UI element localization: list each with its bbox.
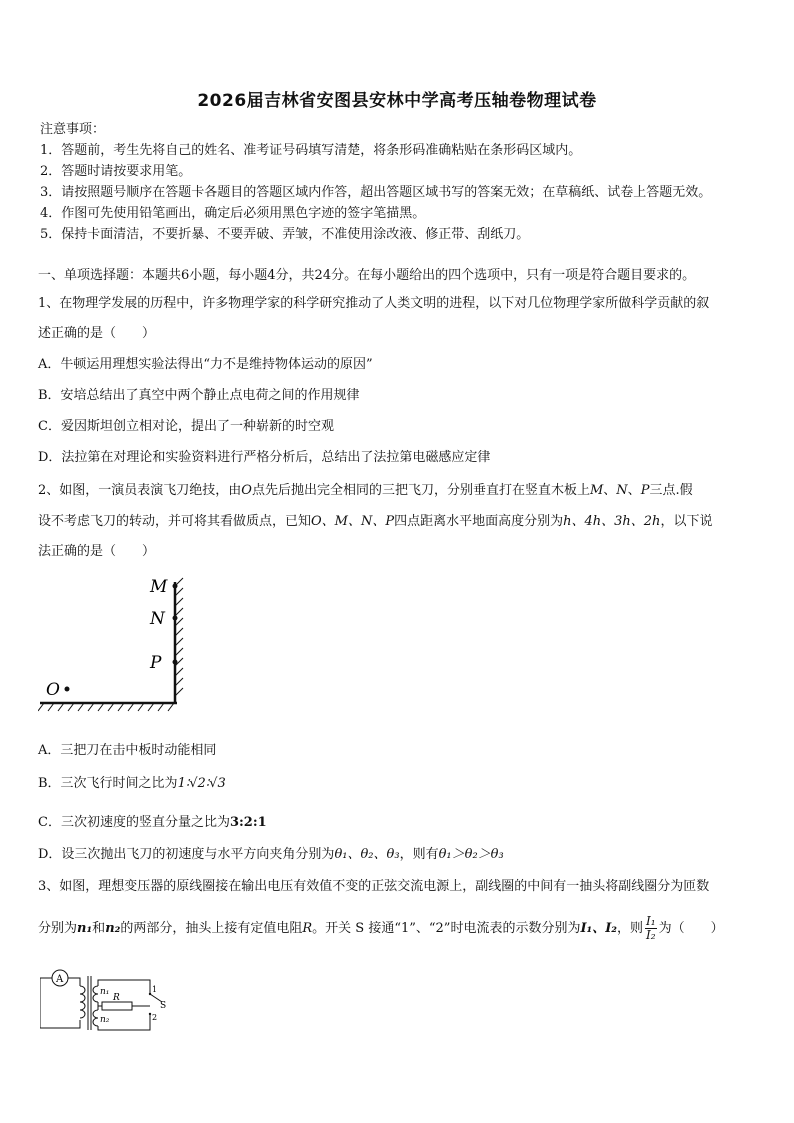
q3-fraction — [645, 915, 657, 942]
point-p — [173, 660, 178, 665]
q2-stem-text: 2、如图，一演员表演飞刀绝技，由 — [38, 483, 242, 498]
q2-stem-line2 — [38, 510, 712, 529]
note-item: 1．答题前，考生先将自己的姓名、准考证号码填写清楚，将条形码准确粘贴在条形码区域内。 — [40, 143, 582, 158]
point-n — [173, 616, 178, 621]
q2-option-d-text: ，则有 — [399, 847, 439, 862]
q3-stem-text: 分别为 — [38, 921, 78, 936]
q2-stem-line1: 2、如图，一演员表演飞刀绝技，由O点先后抛出完全相同的三把飞刀，分别垂直打在竖直木板上M、N、P三点.假 — [38, 483, 693, 498]
label-o: O — [46, 680, 60, 700]
resistor-icon — [102, 1002, 132, 1010]
q2-option-d-relation: θ₁＞θ₂＞θ₃ — [438, 847, 504, 862]
q2-stem-text: 设不考虑飞刀的转动，并可将其看做质点，已知 — [38, 514, 312, 529]
q2-option-d — [38, 843, 504, 862]
point-p-label: P — [640, 483, 650, 498]
section-heading: 一、单项选择题：本题共6小题，每小题4分，共24分。在每小题给出的四个选项中，只有一项是符合题目要求的。 — [38, 268, 696, 283]
secondary-coil-n1 — [93, 986, 98, 1002]
q3-fraction-denominator: I₂ — [646, 928, 656, 942]
q3-fraction-numerator: I₁ — [646, 914, 656, 928]
q2-option-d-angles: θ₁、θ₂、θ₃ — [334, 847, 400, 862]
q2-option-a: A．三把刀在击中板时动能相同 — [38, 743, 217, 758]
label-terminal-1: 1 — [152, 985, 158, 994]
exam-title: 2026届吉林省安图县安林中学高考压轴卷物理试卷 — [197, 91, 597, 111]
notes-list — [40, 140, 711, 245]
q3-n1: n₁ — [77, 921, 93, 936]
point-o — [65, 687, 70, 692]
q2-option-c-math: 3:2:1 — [229, 815, 267, 830]
label-terminal-2: 2 — [152, 1013, 158, 1022]
q2-option-c — [38, 811, 267, 830]
q1-option-c: C．爱因斯坦创立相对论，提出了一种崭新的时空观 — [38, 419, 334, 434]
q3-stem-text: 和 — [92, 921, 106, 936]
label-m: M — [150, 577, 168, 597]
q2-stem-text: 四点距离水平地面高度分别为 — [394, 514, 564, 529]
q1-option-b: B．安培总结出了真空中两个静止点电荷之间的作用规律 — [38, 388, 360, 403]
note-item: 3．请按照题号顺序在答题卡各题目的答题区域内作答，超出答题区域书写的答案无效；在草稿纸、试卷上答题无效。 — [40, 185, 712, 200]
note-item: 5．保持卡面清洁，不要折暴、不要弄破、弄皱，不准使用涂改液、修正带、刮纸刀。 — [40, 227, 530, 242]
q1-option-a: A．牛顿运用理想实验法得出“力不是维持物体运动的原因” — [38, 357, 373, 372]
label-n2: n₂ — [100, 1015, 110, 1025]
label-p: P — [150, 653, 162, 673]
note-item: 4．作图可先使用铅笔画出，确定后必须用黑色字迹的签字笔描黑。 — [40, 206, 426, 221]
q2-option-b — [38, 772, 226, 791]
q3-stem-text: 。开关 S 接通“1”、“2”时电流表的示数分别为 — [312, 921, 581, 936]
q2-figure — [38, 572, 198, 722]
q2-heights: h、4h、3h、2h — [563, 514, 661, 529]
q2-points: O、M、N、P — [311, 514, 395, 529]
q3-stem-text: ，则 — [617, 921, 644, 936]
q2-option-b-text: B．三次飞行时间之比为 — [38, 776, 178, 791]
point-m-label: M — [589, 483, 604, 498]
q2-stem-text: ，以下说 — [660, 514, 713, 529]
q2-stem-text: 三点.假 — [649, 483, 693, 498]
label-n: N — [150, 609, 165, 629]
q1-stem-line2: 述正确的是（ ） — [38, 326, 156, 341]
q3-stem-line2 — [38, 915, 724, 942]
q2-stem-line3: 法正确的是（ ） — [38, 544, 156, 559]
q3-circuit-figure — [40, 964, 170, 1036]
label-switch-s: S — [160, 1001, 167, 1011]
q2-option-c-text: C．三次初速度的竖直分量之比为 — [38, 815, 230, 830]
q3-n2: n₂ — [105, 921, 121, 936]
point-n-label: N — [616, 483, 628, 498]
q1-stem-line1: 1、在物理学发展的历程中，许多物理学家的科学研究推动了人类文明的进程，以下对几位物理学家所做科学贡献的叙 — [38, 296, 710, 311]
note-item: 2．答题时请按要求用笔。 — [40, 164, 192, 179]
q3-r: R — [302, 921, 313, 936]
point-o-label: O — [241, 483, 252, 498]
q3-i1-i2: I₁、I₂ — [580, 921, 618, 936]
q3-stem-text: 的两部分，抽头上接有定值电阻 — [120, 921, 303, 936]
label-n1: n₁ — [100, 987, 110, 997]
notes-heading: 注意事项： — [40, 122, 106, 137]
q2-stem-text: 点先后抛出完全相同的三把飞刀，分别垂直打在竖直木板上 — [251, 483, 590, 498]
point-m — [173, 584, 178, 589]
q3-stem-text: 为（ ） — [658, 921, 724, 936]
q3-stem-line1: 3、如图，理想变压器的原线圈接在输出电压有效值不变的正弦交流电源上，副线圈的中间有一抽头将副线圈分为匝数 — [38, 879, 710, 894]
q2-option-b-math: 1∶√2∶√3 — [177, 776, 226, 791]
q2-option-d-text: D．设三次抛出飞刀的初速度与水平方向夹角分别为 — [38, 847, 335, 862]
primary-coil — [80, 986, 85, 1018]
ammeter-label: A — [56, 974, 64, 985]
secondary-coil-n2 — [93, 1010, 98, 1026]
label-r: R — [113, 993, 120, 1003]
q1-option-d: D．法拉第在对理论和实验资料进行严格分析后，总结出了法拉第电磁感应定律 — [38, 450, 491, 465]
